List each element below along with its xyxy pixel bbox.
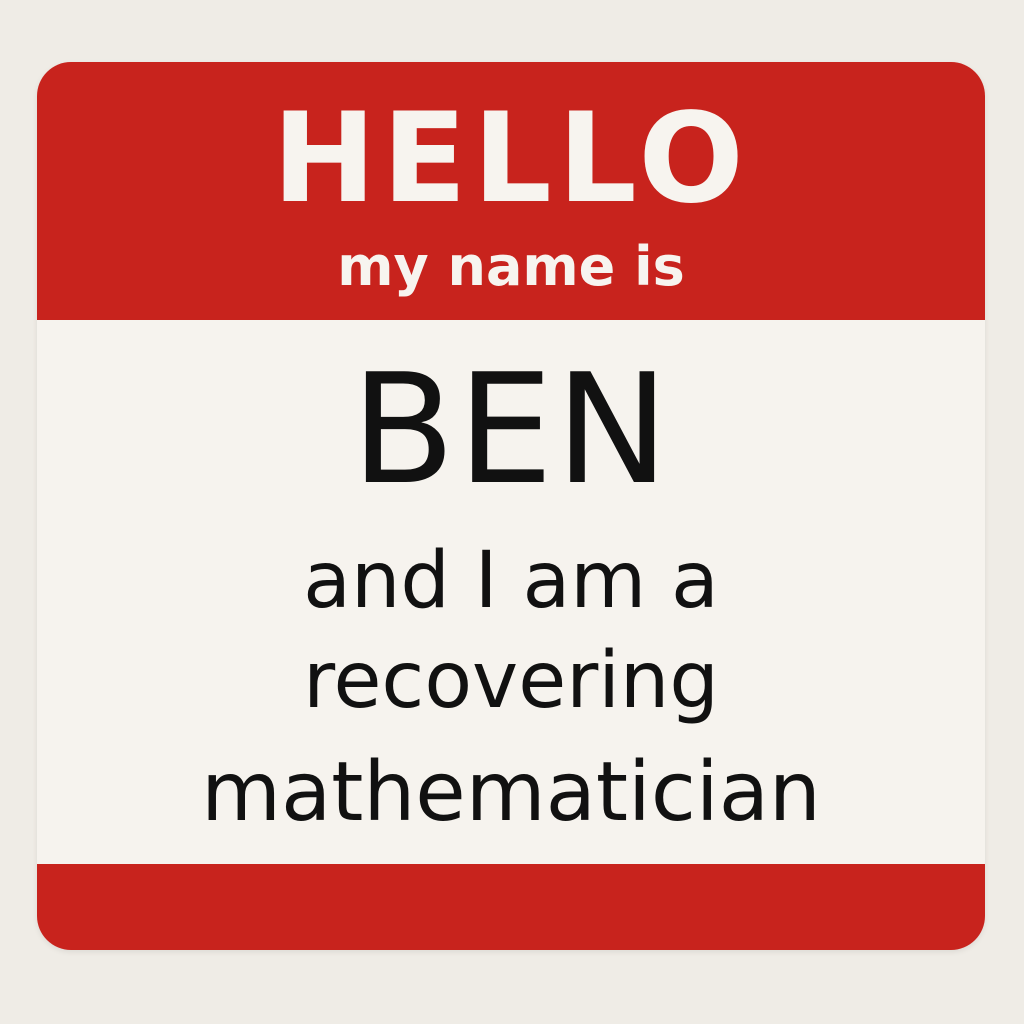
- hello-heading: HELLO: [272, 87, 750, 231]
- badge-top-red-band: [37, 62, 985, 320]
- tagline-line-2: recovering: [303, 636, 719, 726]
- written-name: BEN: [350, 341, 672, 518]
- tagline-line-3: mathematician: [201, 745, 821, 840]
- my-name-is-subtitle: my name is: [337, 235, 685, 298]
- tagline-line-1: and I am a: [303, 536, 719, 626]
- name-badge-sticker: [37, 62, 985, 950]
- badge-bottom-red-band: [37, 864, 985, 950]
